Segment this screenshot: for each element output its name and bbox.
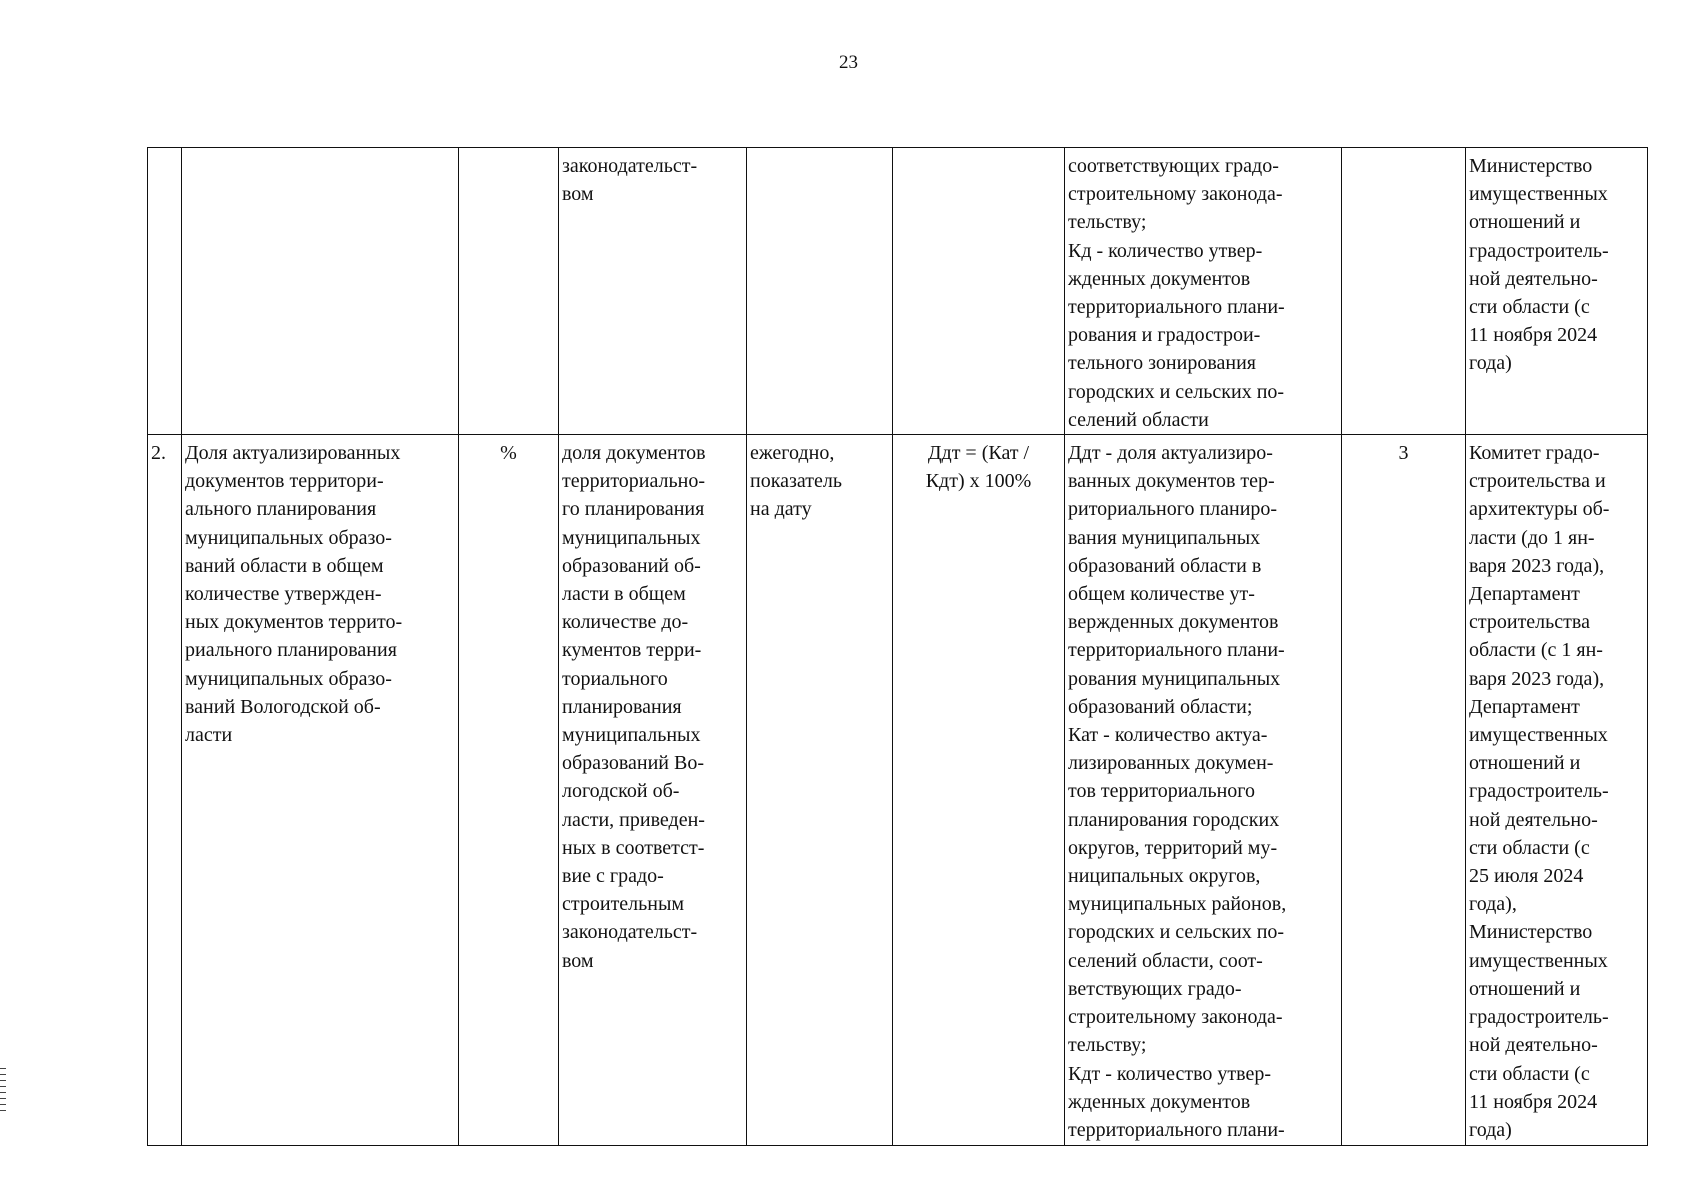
cell-unit: %: [459, 435, 559, 1146]
indicator-table: [147, 147, 1648, 1146]
cell-variables: соответствующих градо- строительному законода- тельству; Кд - количество утвер- жденных документов территориального плани- рования и градострои- тельного зонирования городских и сельских по- селений области: [1065, 148, 1342, 435]
cell-variables: Ддт - доля актуализиро- ванных документов тер- риториального планиро- вания муниципальных образований области в общем количестве ут- вержденных документов территориального плани- рования муниципальных образований области; Кат - количество актуа- лизированных докумен- тов территориального планирования городских округов, территорий му- ниципальных округов, муниципальных районов, городских и сельских по- селений области, соот- ветствующих градо- строительному законода- тельству; Кдт - количество утвер- жденных документов территориального плани-: [1065, 435, 1342, 1146]
cell-definition: законодательст- вом: [559, 148, 747, 435]
cell-method: 3: [1342, 435, 1466, 1146]
cell-periodicity: [747, 148, 893, 435]
scan-margin-marks: [0, 1068, 6, 1112]
cell-indicator-name: Доля актуализированных документов территори- ального планирования муниципальных образо- ваний области в общем количестве утвержден- ных документов террито- риального планирования муниципальных образо- ваний Вологодской об- ласти: [182, 435, 459, 1146]
cell-indicator-name: [182, 148, 459, 435]
cell-method: [1342, 148, 1466, 435]
cell-number: 2.: [148, 435, 182, 1146]
cell-unit: [459, 148, 559, 435]
page-number: 23: [839, 52, 858, 73]
cell-number: [148, 148, 182, 435]
cell-formula: [893, 148, 1065, 435]
table-row: [148, 148, 1648, 435]
cell-responsible: Министерство имущественных отношений и градостроитель- ной деятельно- сти области (с 11 ноября 2024 года): [1466, 148, 1648, 435]
table-row: [148, 435, 1648, 1146]
cell-definition: доля документов территориально- го планирования муниципальных образований об- ласти в общем количестве до- кументов терри- ториального планирования муниципальных образований Во- логодской об- ласти, приведен- ных в соответст- вие с градо- строительным законодательст- вом: [559, 435, 747, 1146]
cell-formula: Ддт = (Кат / Кдт) x 100%: [893, 435, 1065, 1146]
cell-responsible: Комитет градо- строительства и архитектуры об- ласти (до 1 ян- варя 2023 года), Департамент строительства области (с 1 ян- варя 2023 года), Департамент имущественных отношений и градостроитель- ной деятельно- сти области (с 25 июля 2024 года), Министерство имущественных отношений и градостроитель- ной деятельно- сти области (с 11 ноября 2024 года): [1466, 435, 1648, 1146]
cell-periodicity: ежегодно, показатель на дату: [747, 435, 893, 1146]
